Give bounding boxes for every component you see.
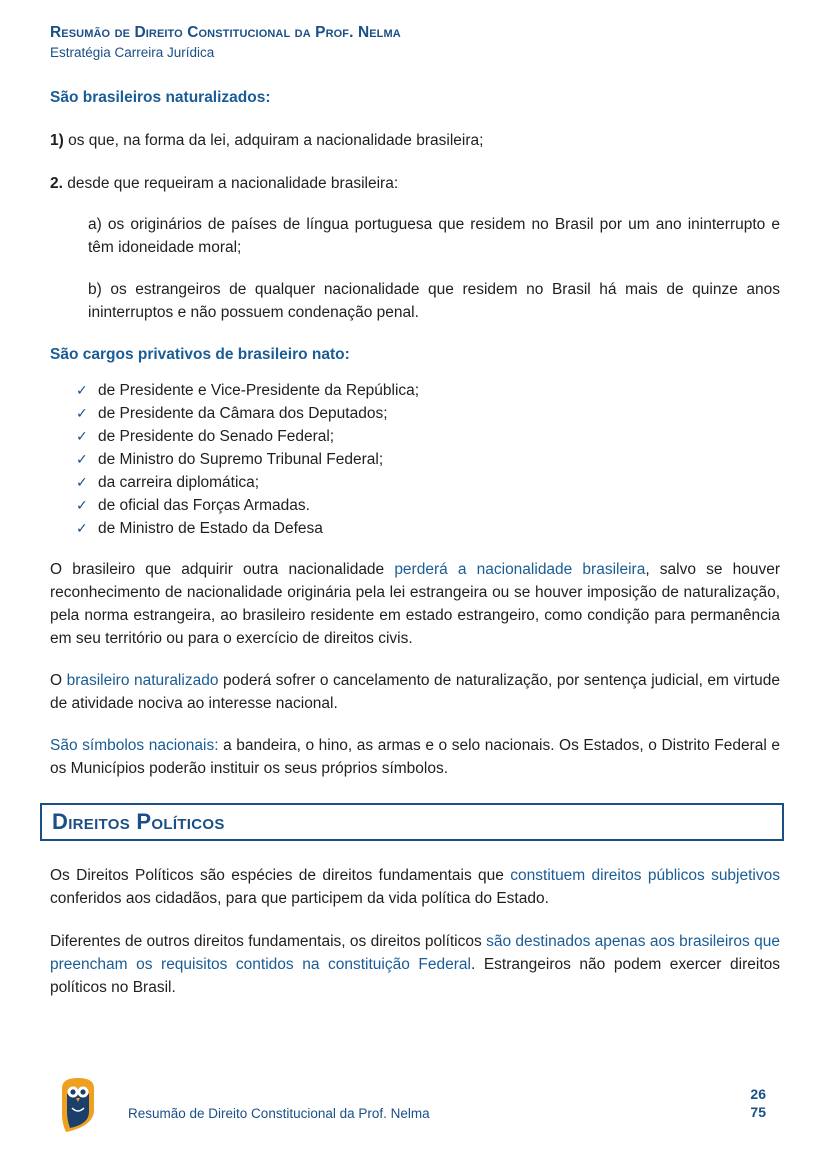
main-content	[50, 86, 780, 780]
list-item-text: da carreira diplomática;	[98, 474, 260, 491]
list-item	[76, 471, 780, 494]
footer-title: Resumão de Direito Constitucional da Prof. Nelma	[128, 1106, 430, 1121]
section-header-box	[40, 803, 784, 841]
naturalizados-item-2	[50, 172, 780, 195]
section-title: Direitos Políticos	[52, 809, 225, 834]
item-number: 1)	[50, 132, 64, 149]
perda-paragraph	[50, 558, 780, 650]
check-icon: ✓	[76, 405, 88, 421]
header-subtitle: Estratégia Carreira Jurídica	[50, 45, 215, 60]
politicos-paragraph-1	[50, 864, 780, 910]
cancelamento-text-1: O	[50, 672, 67, 689]
page-header	[50, 22, 401, 62]
politicos1-highlight: constituem direitos públicos subjetivos	[510, 867, 780, 884]
list-item-text: de Presidente da Câmara dos Deputados;	[98, 405, 388, 422]
cancelamento-text-2: poderá sofrer o cancelamento de naturalização, por sentença judicial, em virtude de atividade nociva ao interesse nacional.	[50, 672, 780, 712]
item-number: 2.	[50, 175, 63, 192]
list-item	[76, 448, 780, 471]
check-icon: ✓	[76, 382, 88, 398]
naturalizados-item-1	[50, 129, 780, 152]
politicos2-highlight: são destinados apenas aos brasileiros que preencham os requisitos contidos na constituição Federal	[50, 933, 780, 973]
politicos-paragraph-2	[50, 930, 780, 999]
politicos1-text-1: Os Direitos Políticos são espécies de direitos fundamentais que	[50, 867, 511, 884]
current-page: 26	[750, 1086, 766, 1102]
list-item	[76, 517, 780, 540]
check-icon: ✓	[76, 520, 88, 536]
item-text: desde que requeiram a nacionalidade brasileira:	[62, 175, 399, 192]
perda-highlight: perderá a nacionalidade brasileira	[394, 561, 646, 578]
list-item-text: de Ministro do Supremo Tribunal Federal;	[98, 451, 384, 468]
cancelamento-paragraph	[50, 669, 780, 715]
header-title: Resumão de Direito Constitucional da Prof. Nelma	[50, 24, 401, 41]
cancelamento-highlight: brasileiro naturalizado	[66, 672, 219, 689]
list-item-text: de Presidente do Senado Federal;	[98, 428, 335, 445]
simbolos-highlight: São símbolos nacionais:	[50, 737, 219, 754]
politicos1-text-2: conferidos aos cidadãos, para que participem da vida política do Estado.	[50, 890, 549, 907]
list-item-text: de Ministro de Estado da Defesa	[98, 520, 323, 537]
list-item	[76, 379, 780, 402]
list-item-text: de oficial das Forças Armadas.	[98, 497, 310, 514]
item-text: os que, na forma da lei, adquiram a nacionalidade brasileira;	[63, 132, 484, 149]
simbolos-text: a bandeira, o hino, as armas e o selo nacionais. Os Estados, o Distrito Federal e os Municípios poderão instituir os seus próprios símbolos.	[50, 737, 780, 777]
perda-text-1: O brasileiro que adquirir outra nacionalidade	[50, 561, 395, 578]
list-item-text: de Presidente e Vice-Presidente da República;	[98, 382, 420, 399]
list-item	[76, 494, 780, 517]
naturalizados-sub-b: b) os estrangeiros de qualquer nacionalidade que residem no Brasil há mais de quinze anos ininterruptos e não possuem condenação penal.	[88, 281, 780, 321]
check-icon: ✓	[76, 428, 88, 444]
page-number	[750, 1085, 766, 1121]
naturalizados-heading: São brasileiros naturalizados:	[50, 89, 271, 106]
cargos-list	[50, 379, 780, 540]
check-icon: ✓	[76, 474, 88, 490]
list-item	[76, 425, 780, 448]
check-icon: ✓	[76, 451, 88, 467]
naturalizados-sub-a: a) os originários de países de língua portuguesa que residem no Brasil por um ano ininterrupto e têm idoneidade moral;	[88, 216, 780, 256]
perda-text-2: , salvo se houver reconhecimento de nacionalidade originária pela lei estrangeira ou se houver imposição de naturalização, pela norma estrangeira, ao brasileiro residente em estado estrangeiro, como condição para permanência em seu território ou para o exercício de direitos civis.	[50, 561, 780, 647]
owl-logo-icon	[58, 1074, 98, 1134]
list-item	[76, 402, 780, 425]
check-icon: ✓	[76, 497, 88, 513]
simbolos-paragraph	[50, 734, 780, 780]
politicos2-text-2: . Estrangeiros não podem exercer direitos políticos no Brasil.	[50, 956, 780, 996]
total-pages: 75	[750, 1104, 766, 1120]
cargos-heading: São cargos privativos de brasileiro nato:	[50, 346, 350, 363]
politicos2-text-1: Diferentes de outros direitos fundamentais, os direitos políticos	[50, 933, 487, 950]
section-content	[50, 864, 780, 999]
